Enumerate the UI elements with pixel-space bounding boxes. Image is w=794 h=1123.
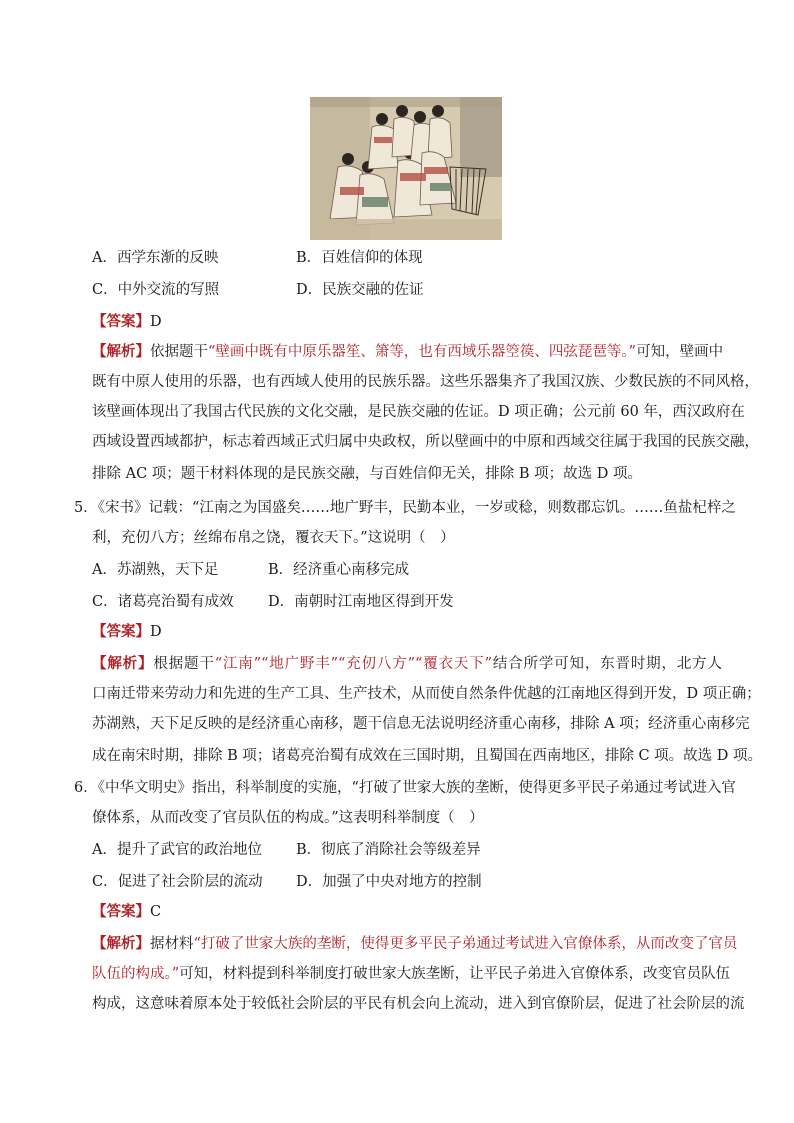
answer-tag: 【答案】 xyxy=(92,623,150,640)
q5-answer xyxy=(92,622,162,642)
q4-analysis-line-4: 西域设置西域都护，标志着西域正式归属中央政权，所以壁画中的中原和西域交往属于我国的民族交融， xyxy=(92,434,759,450)
q5-option-b: B．经济重心南移完成 xyxy=(268,562,410,578)
q5-option-d: D．南朝时江南地区得到开发 xyxy=(268,594,454,610)
q5-analysis-line-1 xyxy=(92,654,722,674)
answer-value: D xyxy=(150,314,162,330)
q5-stem-line-1: 5．《宋书》记载：“江南之为国盛矣……地广野丰，民勤本业，一岁或稔，则数郡忘饥。……鱼盐杞梓之 xyxy=(74,500,736,516)
analysis-text: 结合所学可知，东晋时期，北方人 xyxy=(492,656,723,672)
q5-option-a: A．苏湖熟，天下足 xyxy=(92,562,219,578)
analysis-quote: “壁画中既有中原乐器笙、箫等，也有西域乐器箜篌、四弦琵琶等。” xyxy=(208,344,637,360)
q4-option-b: B．百姓信仰的体现 xyxy=(296,250,423,266)
analysis-text: 可知，壁画中 xyxy=(636,344,724,360)
q4-analysis-line-5: 排除 AC 项；题干材料体现的是民族交融，与百姓信仰无关，排除 B 项；故选 D 项。 xyxy=(92,466,642,482)
q4-option-d: D．民族交融的佐证 xyxy=(296,282,424,298)
analysis-text: 依据题干 xyxy=(150,344,208,360)
mural-painting-image xyxy=(310,97,502,240)
q6-answer xyxy=(92,902,161,922)
q4-analysis-line-3: 该壁画体现出了我国古代民族的文化交融，是民族交融的佐证。D 项正确；公元前 60 年，西汉政府在 xyxy=(92,404,745,420)
q6-option-a: A．提升了武官的政治地位 xyxy=(92,842,262,858)
q5-analysis-line-3: 苏湖熟，天下足反映的是经济重心南移，题干信息无法说明经济重心南移，排除 A 项；经济重心南移完 xyxy=(92,716,750,732)
analysis-tag: 【解析】 xyxy=(92,343,150,360)
q6-option-d: D．加强了中央对地方的控制 xyxy=(296,874,482,890)
q6-analysis-line-3: 构成，这意味着原本处于较低社会阶层的平民有机会向上流动，进入到官僚阶层，促进了社会阶层的流 xyxy=(92,996,745,1012)
analysis-text: 根据题干 xyxy=(153,656,215,672)
analysis-tag: 【解析】 xyxy=(92,935,150,952)
q4-analysis-line-1 xyxy=(92,342,722,362)
answer-value: D xyxy=(150,624,162,640)
q5-analysis-line-2: 口南迁带来劳动力和先进的生产工具、生产技术，从而使自然条件优越的江南地区得到开发，D 项正确； xyxy=(92,686,761,702)
answer-tag: 【答案】 xyxy=(92,903,150,920)
q4-answer xyxy=(92,312,162,332)
q6-stem-line-1: 6．《中华文明史》指出，科举制度的实施，“打破了世家大族的垄断，使得更多平民子弟通过考试进入官 xyxy=(74,780,736,796)
q4-option-c: C．中外交流的写照 xyxy=(92,282,220,298)
answer-value: C xyxy=(150,904,162,920)
q6-option-b: B．彻底了消除社会等级差异 xyxy=(296,842,481,858)
analysis-text: 可知，材料提到科举制度打破世家大族垄断，让平民子弟进入官僚体系，改变官员队伍 xyxy=(179,966,731,982)
q4-option-a: A．西学东渐的反映 xyxy=(92,250,219,266)
analysis-quote: “打破了世家大族的垄断，使得更多平民子弟通过考试进入官僚体系，从而改变了官员 xyxy=(193,936,738,952)
analysis-tag: 【解析】 xyxy=(92,655,154,672)
analysis-quote: 队伍的构成。” xyxy=(92,966,180,982)
answer-tag: 【答案】 xyxy=(92,313,150,330)
q6-analysis-line-2 xyxy=(92,964,731,984)
q6-analysis-line-1 xyxy=(92,934,738,954)
analysis-quote: “江南”“地广野丰”“充仞八方”“覆衣天下” xyxy=(214,656,492,672)
q4-analysis-line-2: 既有中原人使用的乐器，也有西域人使用的民族乐器。这些乐器集齐了我国汉族、少数民族的不同风格， xyxy=(92,374,759,390)
q6-option-c: C．促进了社会阶层的流动 xyxy=(92,874,263,890)
q5-stem-line-2: 利，充仞八方；丝绵布帛之饶，覆衣天下。”这说明（ ） xyxy=(92,530,455,546)
q5-option-c: C．诸葛亮治蜀有成效 xyxy=(92,594,234,610)
q6-stem-line-2: 僚体系，从而改变了官员队伍的构成。”这表明科举制度（ ） xyxy=(92,810,484,826)
q5-analysis-line-4: 成在南宋时期，排除 B 项；诸葛亮治蜀有成效在三国时期，且蜀国在西南地区，排除 C 项。故选 D 项。 xyxy=(92,748,763,764)
analysis-text: 据材料 xyxy=(150,936,194,952)
